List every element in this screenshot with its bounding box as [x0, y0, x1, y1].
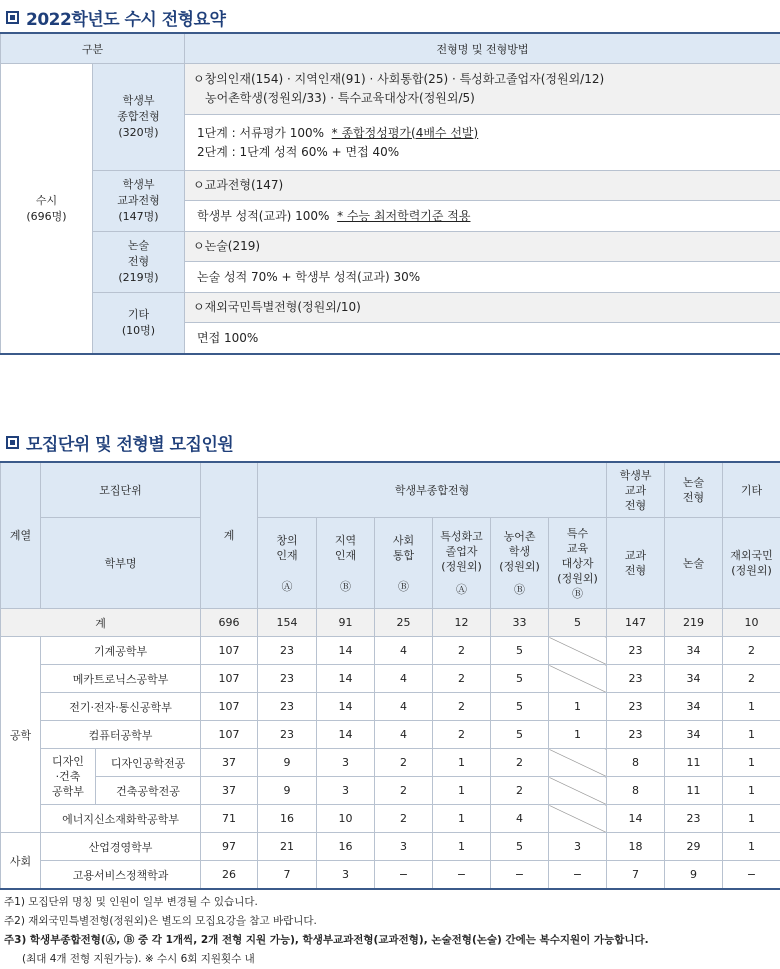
gyogwa-method: 학생부 성적(교과) 100% * 수능 최저학력기준 적용	[185, 201, 780, 232]
empty-cell	[549, 637, 607, 665]
table-row: 건축공학전공 37 9 3 2 1 2 8 11 1	[1, 777, 780, 805]
header-nonsul: 논술 전형	[665, 462, 723, 518]
table-row: 전기·전자·통신공학부 107 23 14 4 2 5 1 23 34 1	[1, 693, 780, 721]
sub-sahoe: 사회 통합 Ⓑ	[375, 518, 433, 609]
square-bullet-icon	[6, 436, 19, 449]
empty-cell	[549, 777, 607, 805]
table-row: 고용서비스정책학과 26 7 3 − − − − 7 9 −	[1, 861, 780, 890]
sub-gyogwa: 교과 전형	[607, 518, 665, 609]
sub-nongeochon: 농어촌 학생 (정원외) Ⓑ	[491, 518, 549, 609]
sub-etc: 재외국민 (정원외)	[723, 518, 780, 609]
section1-title	[6, 5, 225, 30]
table-row: 컴퓨터공학부 107 23 14 4 2 5 1 23 34 1	[1, 721, 780, 749]
table-row: 에너지신소재화학공학부 71 16 10 2 1 4 14 23 1	[1, 805, 780, 833]
sub-teuksu: 특수 교육 대상자 (정원외) Ⓑ	[549, 518, 607, 609]
header-unit: 모집단위	[41, 462, 201, 518]
header-category: 구분	[1, 33, 185, 64]
section1-title-text: 2022학년도 수시 전형요약	[26, 5, 225, 30]
series-soc: 사회	[1, 833, 41, 890]
footnotes	[4, 893, 649, 969]
etc-names: ㅇ재외국민특별전형(정원외/10)	[185, 293, 780, 323]
note-2: 주2) 재외국민특별전형(정원외)은 별도의 모집요강을 참고 바랍니다.	[4, 912, 649, 931]
jonghap-method: 1단계 : 서류평가 100% * 종합정성평가(4배수 선발) 2단계 : 1단계 성적 60% + 면접 40%	[185, 115, 780, 171]
table-row: 사회 산업경영학부 97 21 16 3 1 5 3 18 29 1	[1, 833, 780, 861]
sub-teukseong: 특성화고 졸업자 (정원외) Ⓐ	[433, 518, 491, 609]
header-series: 계열	[1, 462, 41, 609]
nonsul-method: 논술 성적 70% + 학생부 성적(교과) 30%	[185, 262, 780, 293]
sub-jiyeok: 지역 인재 Ⓑ	[317, 518, 375, 609]
susi-cell: 수시 (696명)	[1, 64, 93, 355]
group-jonghap: 학생부 종합전형 (320명)	[93, 64, 185, 171]
group-etc: 기타 (10명)	[93, 293, 185, 355]
sub-nonsul: 논술	[665, 518, 723, 609]
note-4: (최대 4개 전형 지원가능). ※ 수시 6회 지원횟수 내	[4, 950, 649, 969]
gyogwa-names: ㅇ교과전형(147)	[185, 171, 780, 201]
note-3: 주3) 학생부종합전형(Ⓐ, Ⓑ 중 각 1개씩, 2개 전형 지원 가능), 학생부교과전형(교과전형), 논술전형(논술) 간에는 복수지원이 가능합니다.	[4, 931, 649, 950]
square-bullet-icon	[6, 11, 19, 24]
empty-cell	[549, 665, 607, 693]
design-group: 디자인 ·건축 공학부	[41, 749, 96, 805]
section2-title	[6, 430, 233, 455]
series-eng: 공학	[1, 637, 41, 833]
quota-table	[0, 461, 780, 890]
empty-cell	[549, 749, 607, 777]
sub-changui: 창의 인재 Ⓐ	[258, 518, 317, 609]
header-etc: 기타	[723, 462, 780, 518]
nonsul-names: ㅇ논술(219)	[185, 232, 780, 262]
etc-method: 면접 100%	[185, 323, 780, 355]
header-gyogwa: 학생부 교과 전형	[607, 462, 665, 518]
group-gyogwa: 학생부 교과전형 (147명)	[93, 171, 185, 232]
header-method: 전형명 및 전형방법	[185, 33, 780, 64]
group-nonsul: 논술 전형 (219명)	[93, 232, 185, 293]
jonghap-names: ㅇ창의인재(154) · 지역인재(91) · 사회통합(25) · 특성화고졸업자(정원외/12) 농어촌학생(정원외/33) · 특수교육대상자(정원외/5)	[185, 64, 780, 115]
table-row: 공학 기계공학부 107 23 14 4 2 5 23 34 2	[1, 637, 780, 665]
table-row: 메카트로닉스공학부 107 23 14 4 2 5 23 34 2	[1, 665, 780, 693]
empty-cell	[549, 805, 607, 833]
header-dept: 학부명	[41, 518, 201, 609]
section2-title-text: 모집단위 및 전형별 모집인원	[26, 430, 233, 455]
note-1: 주1) 모집단위 명칭 및 인원이 일부 변경될 수 있습니다.	[4, 893, 649, 912]
table-row: 디자인 ·건축 공학부 디자인공학전공 37 9 3 2 1 2 8 11 1	[1, 749, 780, 777]
total-row: 계 696 154 91 25 12 33 5 147 219 10	[1, 609, 780, 637]
header-jonghap: 학생부종합전형	[258, 462, 607, 518]
admission-summary-table	[0, 32, 780, 355]
header-total: 계	[201, 462, 258, 609]
